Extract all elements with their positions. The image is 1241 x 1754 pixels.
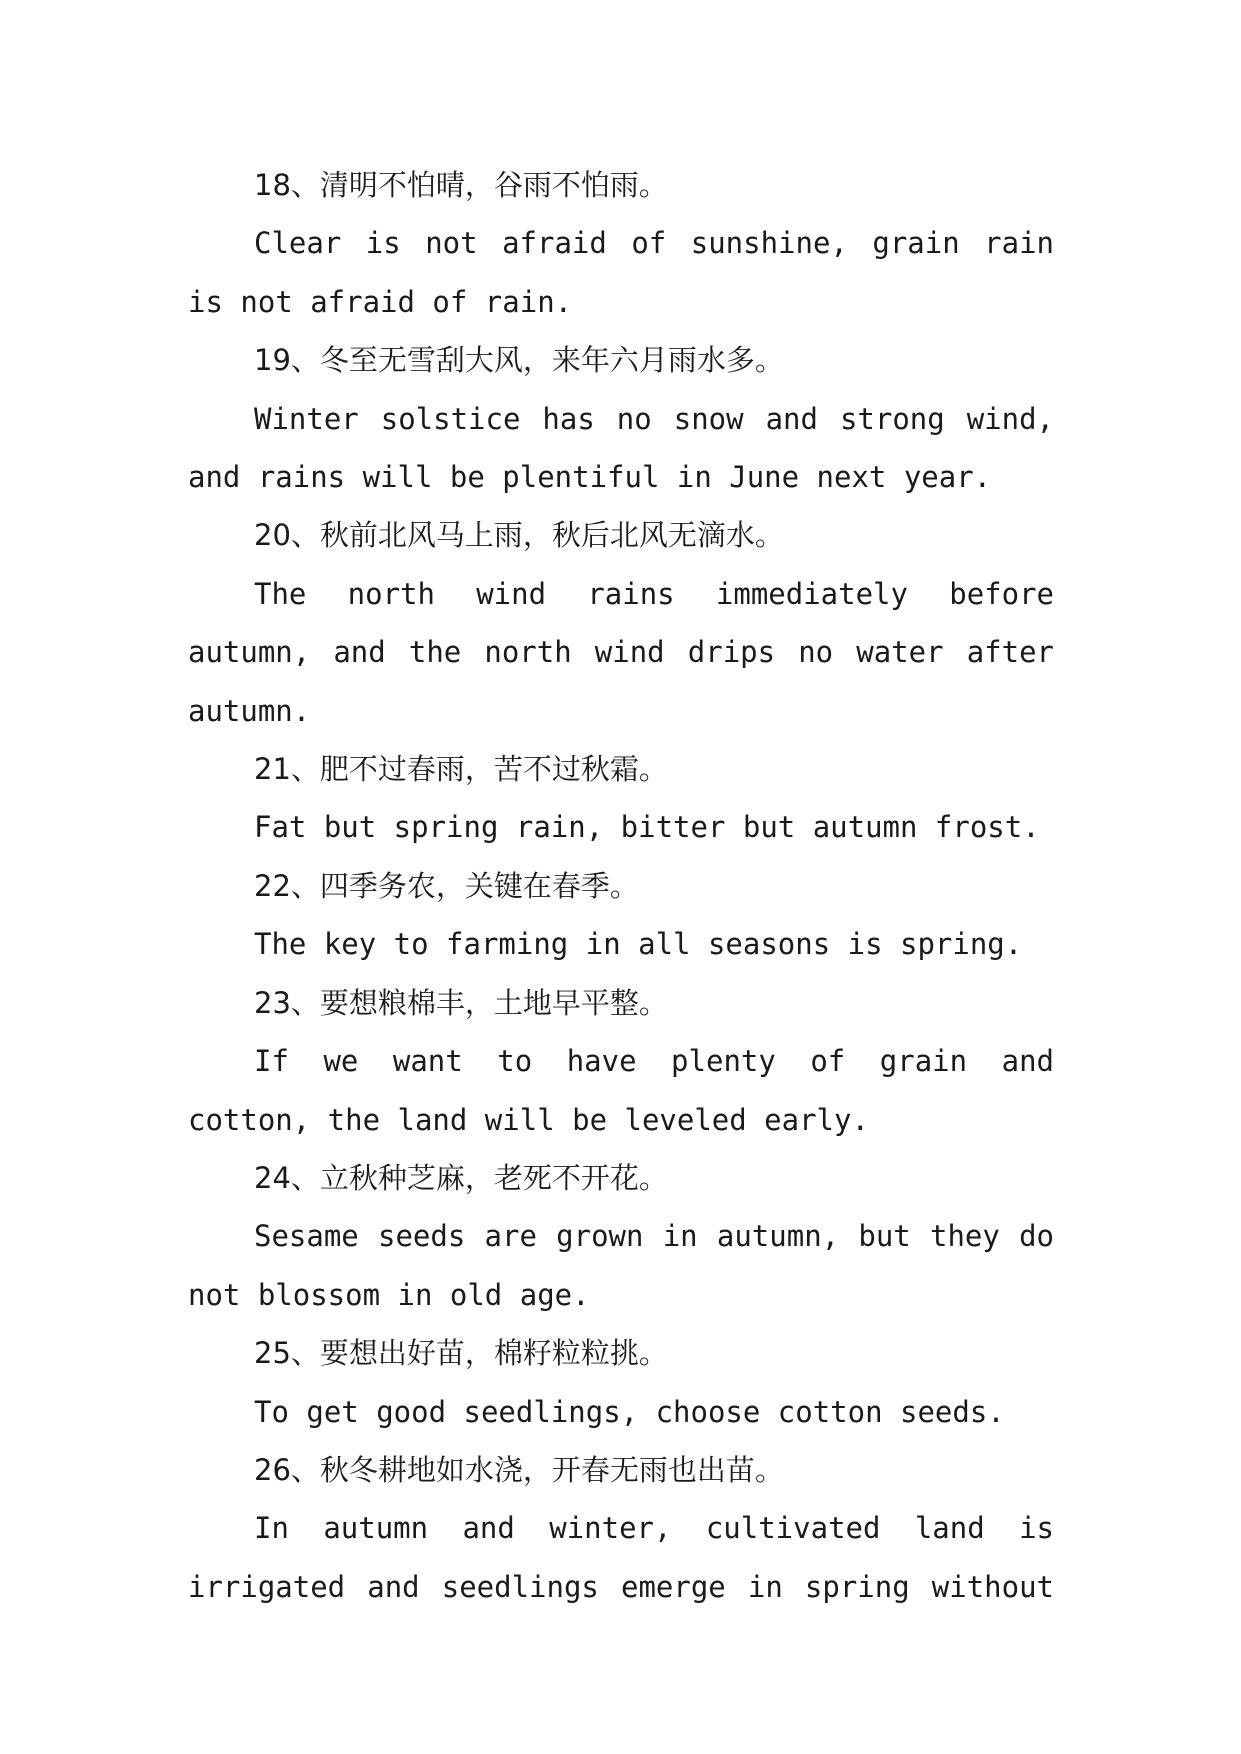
proverb-18-english: Clear is not afraid of sunshine, grain rain is not afraid of rain. [188,226,1054,319]
proverb-26-english: In autumn and winter, cultivated land is irrigated and seedlings emerge in spring without [188,1511,1054,1604]
proverb-24-chinese: 24、立秋种芝麻，老死不开花。 [254,1160,668,1195]
proverb-19-english: Winter solstice has no snow and strong wind, and rains will be plentiful in June next year. [188,401,1054,495]
proverb-22-english: The key to farming in all seasons is spring. [254,927,1023,962]
proverb-22-chinese: 22、四季务农，关键在春季。 [254,868,639,903]
proverb-23-english: If we want to have plenty of grain and cotton, the land will be leveled early. [188,1044,1054,1137]
proverb-19-chinese: 19、冬至无雪刮大风，来年六月雨水多。 [254,343,784,378]
proverb-21-english: Fat but spring rain, bitter but autumn frost. [254,810,1040,845]
document-body [188,156,1054,1616]
proverb-20-english: The north wind rains immediately before autumn, and the north wind drips no water after autumn. [188,576,1054,728]
proverb-25-chinese: 25、要想出好苗，棉籽粒粒挑。 [254,1336,668,1371]
proverb-24-english: Sesame seeds are grown in autumn, but they do not blossom in old age. [188,1219,1054,1312]
proverb-21-chinese: 21、肥不过春雨，苦不过秋霜。 [254,752,668,787]
proverb-18-chinese: 18、清明不怕晴，谷雨不怕雨。 [254,168,668,202]
proverb-20-chinese: 20、秋前北风马上雨，秋后北风无滴水。 [254,518,784,553]
proverb-23-chinese: 23、要想粮棉丰，土地早平整。 [254,985,668,1020]
proverb-25-english: To get good seedlings, choose cotton seeds. [254,1394,1005,1429]
proverb-26-chinese: 26、秋冬耕地如水浇，开春无雨也出苗。 [254,1452,784,1487]
